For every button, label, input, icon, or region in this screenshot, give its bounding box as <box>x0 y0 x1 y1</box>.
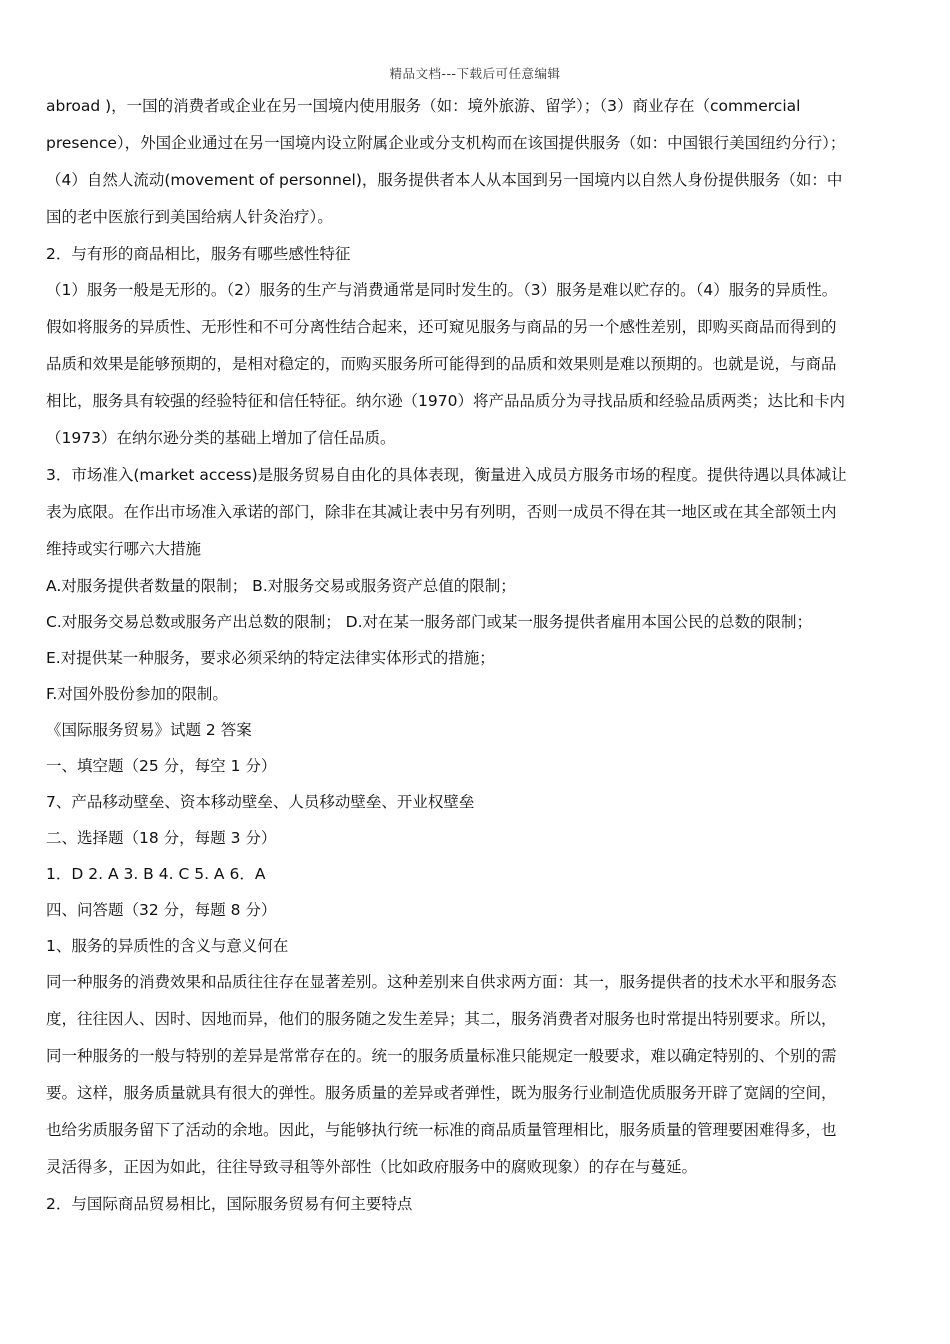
text-line: 表为底限。在作出市场准入承诺的部门，除非在其减让表中另有列明，否则一成员不得在其一地区或在其全部领土内 <box>46 503 837 521</box>
text-line: 灵活得多，正因为如此，往往导致寻租等外部性（比如政府服务中的腐败现象）的存在与蔓延。 <box>46 1158 698 1176</box>
text-line: 国的老中医旅行到美国给病人针灸治疗）。 <box>46 208 333 226</box>
text-line: 假如将服务的异质性、无形性和不可分离性结合起来，还可窥见服务与商品的另一个感性差别，即购买商品而得到的 <box>46 318 837 336</box>
text-line: abroad )，一国的消费者或企业在另一国境内使用服务（如：境外旅游、留学）；（3）商业存在（commercial <box>46 97 801 115</box>
list-item: C.对服务交易总数或服务产出总数的限制； D.对在某一服务部门或某一服务提供者雇用本国公民的总数的限制； <box>46 613 813 631</box>
text-line: 同一种服务的消费效果和品质往往存在显著差别。这种差别来自供求两方面：其一，服务提供者的技术水平和服务态 <box>46 973 837 991</box>
text-line: 相比，服务具有较强的经验特征和信任特征。纳尔逊（1970）将产品品质分为寻找品质和经验品质两类；达比和卡内 <box>46 392 845 410</box>
text-line: 要。这样，服务质量就具有很大的弹性。服务质量的差异或者弹性，既为服务行业制造优质服务开辟了宽阔的空间， <box>46 1084 837 1102</box>
text-line: 也给劣质服务留下了活动的余地。因此，与能够执行统一标准的商品质量管理相比，服务质量的管理要困难得多，也 <box>46 1121 837 1139</box>
text-line: （1973）在纳尔逊分类的基础上增加了信任品质。 <box>46 429 396 447</box>
question-heading: 3．市场准入(market access)是服务贸易自由化的具体表现，衡量进入成员方服务市场的程度。提供待遇以具体减让 <box>46 466 847 484</box>
section-heading: 一、填空题（25 分，每空 1 分） <box>46 757 277 775</box>
question-heading: 1、服务的异质性的含义与意义何在 <box>46 937 289 955</box>
question-heading: 2．与有形的商品相比，服务有哪些感性特征 <box>46 245 351 263</box>
section-heading: 二、选择题（18 分，每题 3 分） <box>46 829 277 847</box>
page-header: 精品文档---下载后可任意编辑 <box>389 66 561 81</box>
answer-line: 1．D 2. A 3. B 4. C 5. A 6．A <box>46 865 266 883</box>
question-heading: 2．与国际商品贸易相比，国际服务贸易有何主要特点 <box>46 1195 413 1213</box>
text-line: 维持或实行哪六大措施 <box>46 540 202 558</box>
answer-line: 7、产品移动壁垒、资本移动壁垒、人员移动壁垒、开业权壁垒 <box>46 793 475 811</box>
section-heading: 四、问答题（32 分，每题 8 分） <box>46 901 277 919</box>
text-line: 同一种服务的一般与特别的差异是常常存在的。统一的服务质量标准只能规定一般要求，难以确定特别的、个别的需 <box>46 1047 837 1065</box>
text-line: presence），外国企业通过在另一国境内设立附属企业或分支机构而在该国提供服务（如：中国银行美国纽约分行）； <box>46 134 846 152</box>
text-line: 度，往往因人、因时、因地而异，他们的服务随之发生差异；其二，服务消费者对服务也时常提出特别要求。所以， <box>46 1010 837 1028</box>
list-item: F.对国外股份参加的限制。 <box>46 685 228 703</box>
section-title: 《国际服务贸易》试题 2 答案 <box>46 721 252 739</box>
document-body <box>46 88 908 1223</box>
text-line: （1）服务一般是无形的。（2）服务的生产与消费通常是同时发生的。（3）服务是难以贮存的。（4）服务的异质性。 <box>46 281 838 299</box>
text-line: （4）自然人流动(movement of personnel)，服务提供者本人从本国到另一国境内以自然人身份提供服务（如：中 <box>46 171 843 189</box>
list-item: E.对提供某一种服务，要求必须采纳的特定法律实体形式的措施； <box>46 649 495 667</box>
text-line: 品质和效果是能够预期的，是相对稳定的，而购买服务所可能得到的品质和效果则是难以预期的。也就是说，与商品 <box>46 355 837 373</box>
list-item: A.对服务提供者数量的限制； B.对服务交易或服务资产总值的限制； <box>46 577 516 595</box>
